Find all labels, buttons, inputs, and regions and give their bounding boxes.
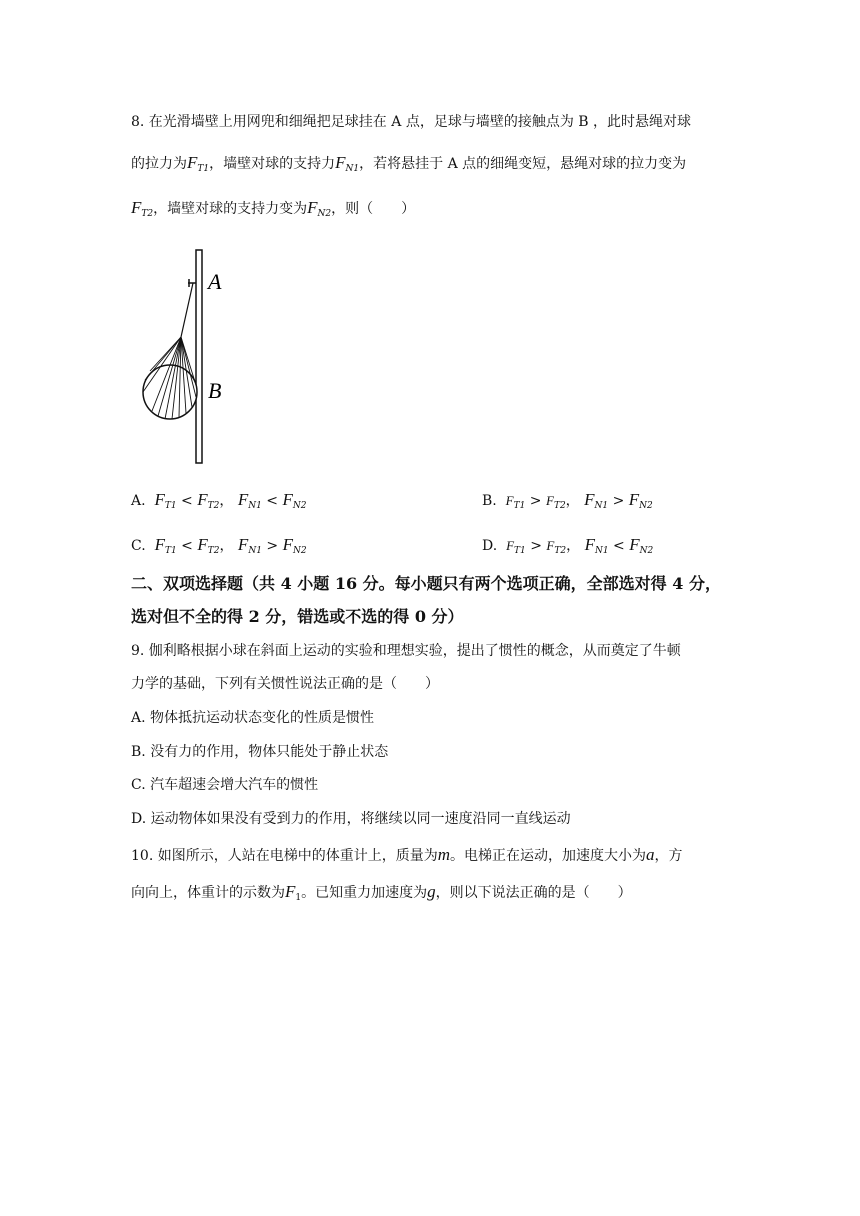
q10-text: 。已知重力加速度为 — [301, 885, 428, 901]
sub: T1 — [164, 546, 177, 556]
sub: 1 — [295, 893, 302, 903]
sub: T1 — [513, 501, 526, 511]
var-m: m — [437, 845, 450, 864]
sub: T2 — [553, 501, 566, 511]
var-g: g — [427, 882, 436, 901]
label-a: A — [208, 269, 222, 294]
q9-option-a[interactable]: A. 物体抵抗运动状态变化的性质是惯性 — [131, 710, 375, 726]
sub: T1 — [164, 501, 177, 511]
section-heading-1: 二、双项选择题（共 4 小题 16 分。每小题只有两个选项正确，全部选对得 4 分， — [131, 574, 721, 593]
sub: T2 — [554, 546, 567, 556]
q10-text: 向向上，体重计的示数为 — [131, 885, 285, 901]
sub: N2 — [292, 501, 307, 511]
q9-option-d[interactable]: D. 运动物体如果没有受到力的作用，将继续以同一速度沿同一直线运动 — [131, 811, 571, 827]
var-a: a — [646, 845, 655, 864]
q8-text: ，则（ ） — [331, 201, 416, 217]
q8-option-a[interactable]: A. $F_{T1} < F_{T2}$， $F_{N1} < F_{N2}$ — [131, 490, 307, 511]
q9-line-1: 9. 伽利略根据小球在斜面上运动的实验和理想实验，提出了惯性的概念，从而奠定了牛顿 — [131, 643, 681, 659]
q8-text: ，墙壁对球的支持力变为 — [153, 201, 308, 217]
q8-figure — [130, 245, 240, 470]
q10-text: ，则以下说法正确的是（ ） — [435, 885, 632, 901]
q8-option-c[interactable]: C. $F_{T1} < F_{T2}$， $F_{N1} > F_{N2}$ — [131, 535, 307, 556]
q8-line-2: 的拉力为$F_{T1}$，墙壁对球的支持力$F_{N1}$，若将悬挂于 A 点的细绳变短，悬绳对球的拉力变为 — [131, 153, 687, 174]
sub: T1 — [514, 546, 526, 556]
sub: N2 — [292, 546, 307, 556]
sub: N1 — [594, 546, 609, 556]
q10-text: 。电梯正在运动，加速度大小为 — [450, 848, 646, 864]
rope — [181, 283, 193, 337]
q10-text: ，方 — [654, 848, 683, 864]
sub: T2 — [207, 501, 220, 511]
q9-option-c[interactable]: C. 汽车超速会增大汽车的惯性 — [131, 777, 319, 793]
q8-option-d[interactable]: D. $F_{T1} > F_{T2}$， $F_{N1} < F_{N2}$ — [482, 535, 654, 556]
option-letter: D. — [482, 538, 498, 554]
label-b: B — [208, 378, 222, 403]
option-letter: B. — [482, 493, 497, 509]
q9-option-b[interactable]: B. 没有力的作用，物体只能处于静止状态 — [131, 744, 389, 760]
q8-text: ，若将悬挂于 A 点的细绳变短，悬绳对球的拉力变为 — [359, 156, 687, 172]
option-letter: C. — [131, 538, 146, 554]
sub: N1 — [248, 501, 262, 511]
sub: T2 — [207, 546, 220, 556]
q8-text: ，墙壁对球的支持力 — [209, 156, 336, 172]
q8-line-3: $F_{T2}$，墙壁对球的支持力变为$F_{N2}$，则（ ） — [131, 198, 416, 219]
option-letter: A. — [131, 493, 146, 509]
q8-line-1: 8. 在光滑墙壁上用网兜和细绳把足球挂在 A 点，足球与墙壁的接触点为 B ，此时悬绳对球 — [131, 114, 692, 130]
q10-line-2: 向向上，体重计的示数为$F_1$。已知重力加速度为g，则以下说法正确的是（ ） — [131, 882, 632, 903]
q10-text: 10. 如图所示，人站在电梯中的体重计上，质量为 — [131, 848, 438, 864]
q10-line-1 — [131, 845, 683, 866]
sub: N2 — [639, 546, 654, 556]
section-heading-2: 选对但不全的得 2 分，错选或不选的得 0 分） — [131, 607, 464, 626]
wall — [196, 250, 202, 463]
sub: N1 — [248, 546, 262, 556]
q8-option-b[interactable]: B. $F_{T1} > F_{T2}$， $F_{N1} > F_{N2}$ — [482, 490, 653, 511]
sub: N1 — [594, 501, 609, 511]
q9-line-2: 力学的基础，下列有关惯性说法正确的是（ ） — [131, 676, 439, 692]
q8-text: 的拉力为 — [131, 156, 187, 172]
sub: N2 — [639, 501, 653, 511]
